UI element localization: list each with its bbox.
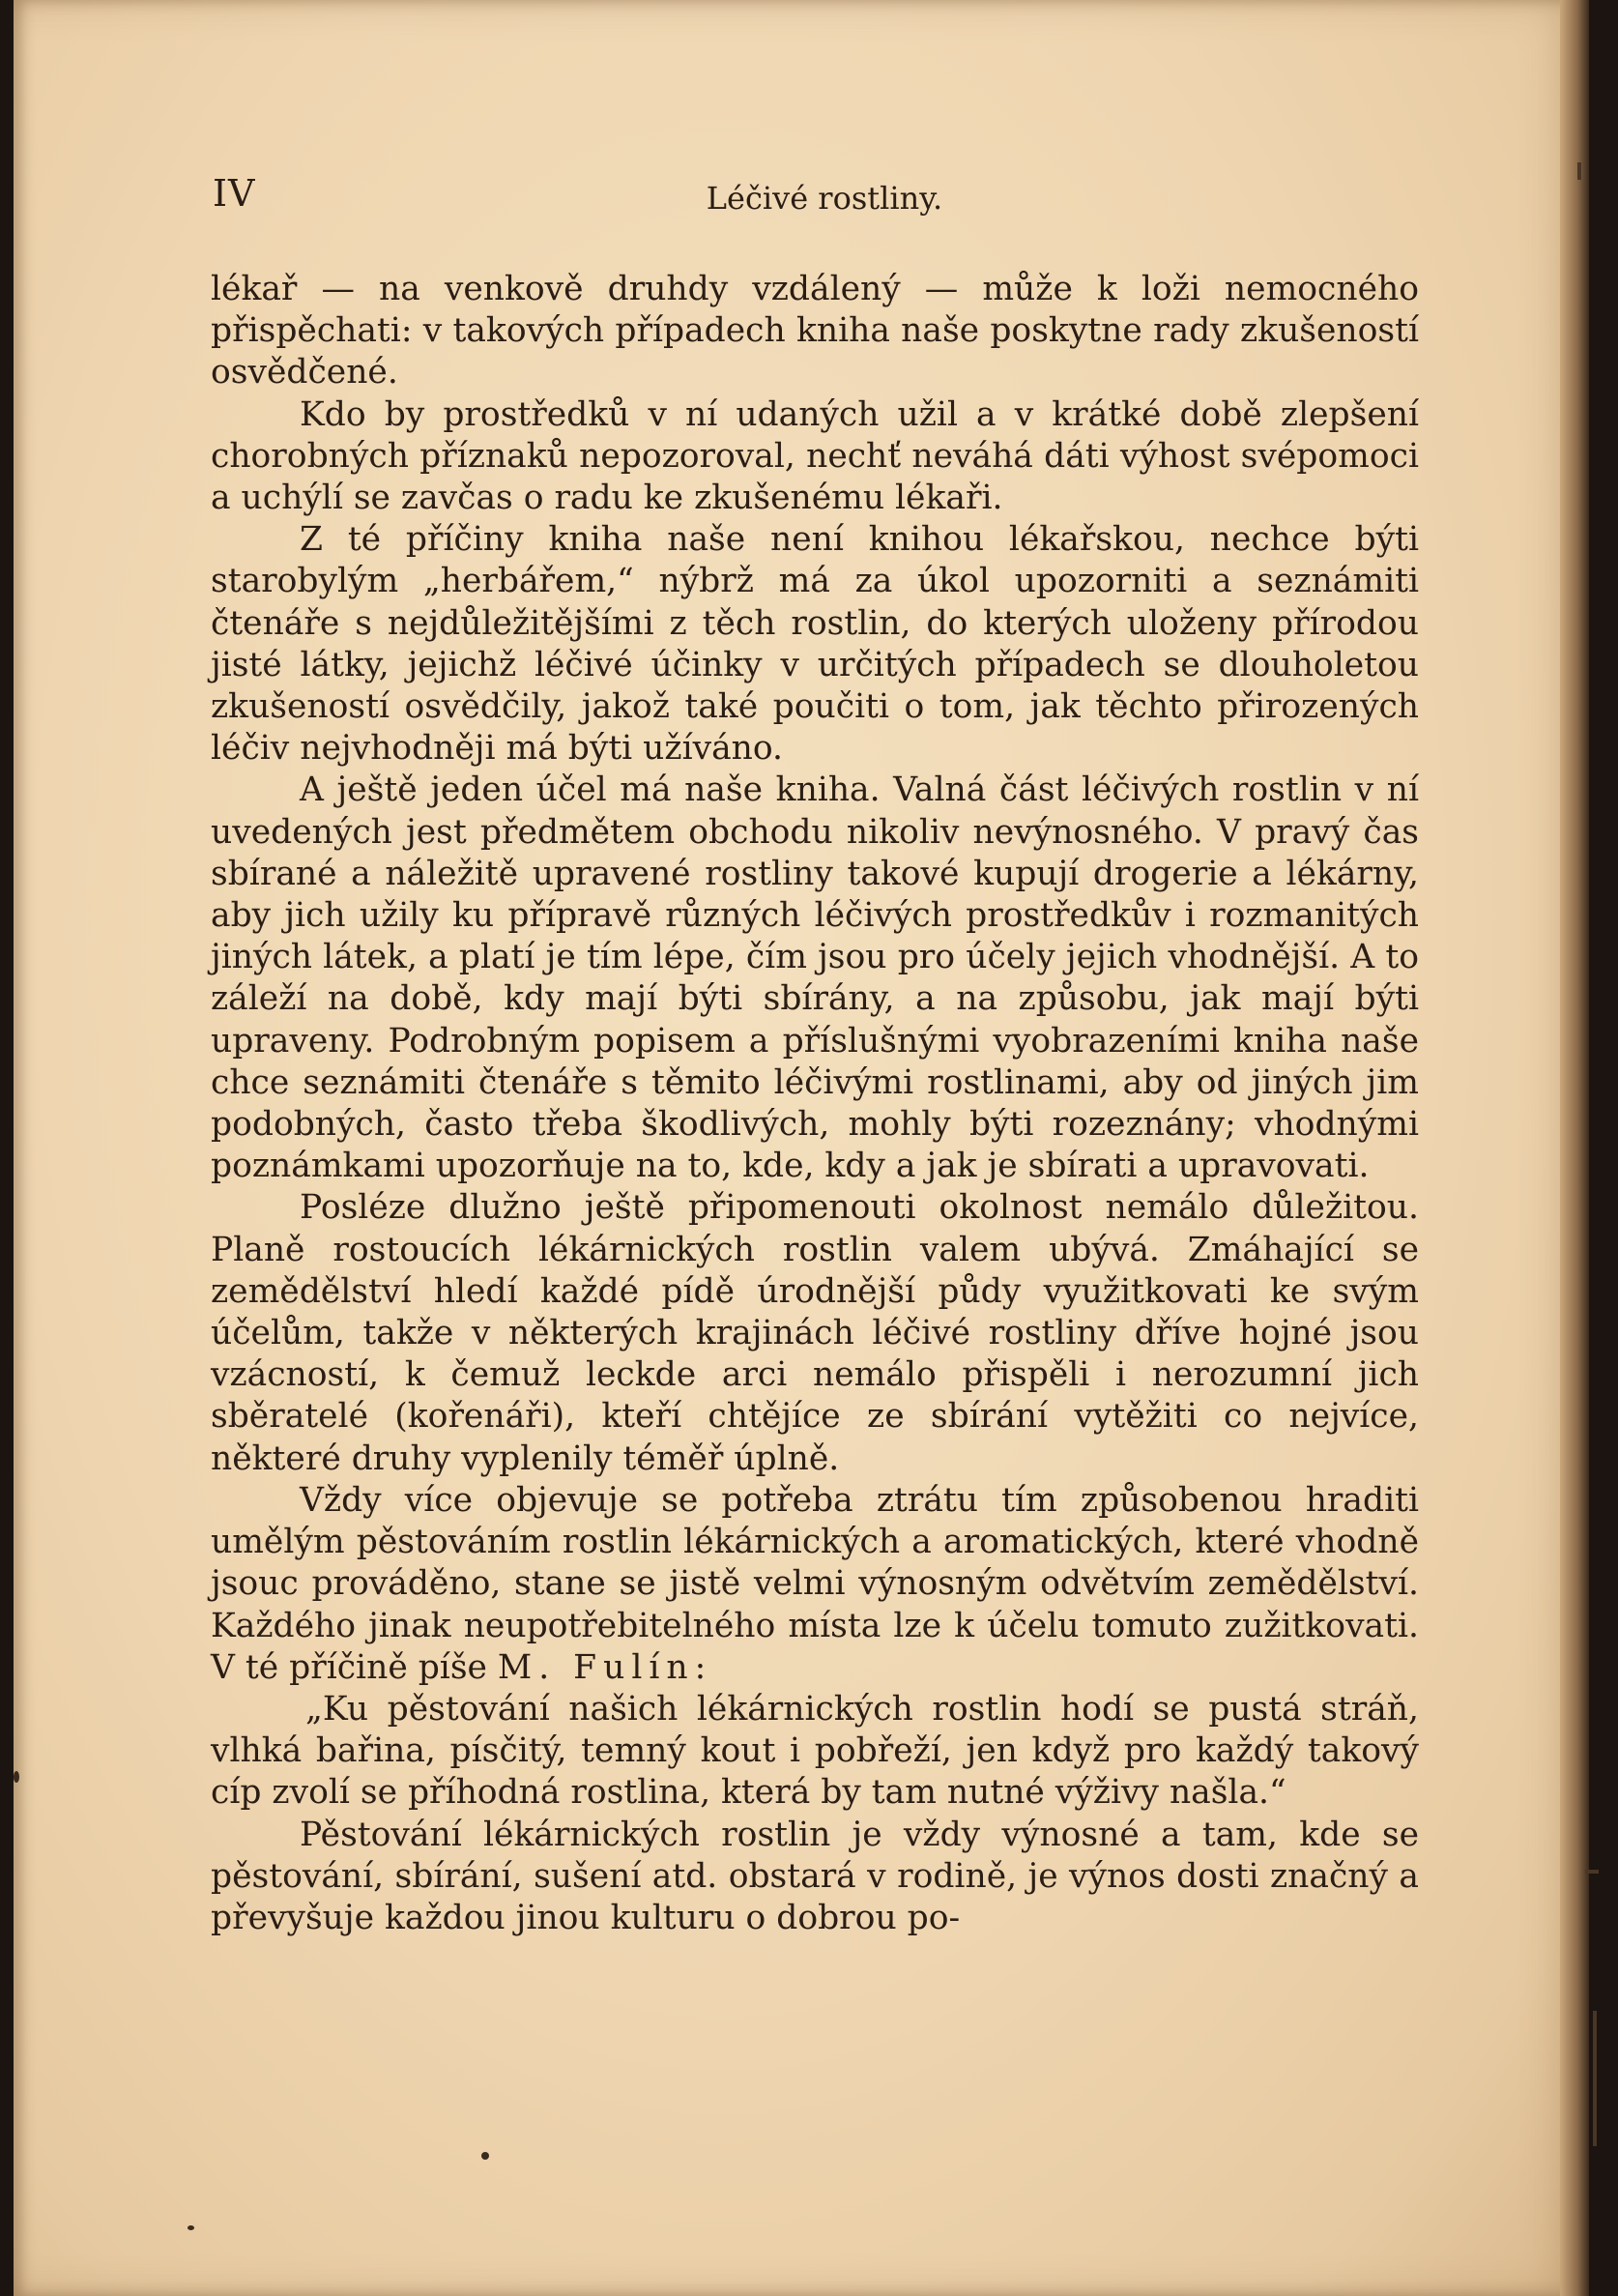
paragraph-3: Z té příčiny kniha naše není knihou lékařskou, nechce býti starobylým „herbářem,“ nýbrž má za úkol upozorniti a seznámiti čtenáře s nejdůležitějšími z těch rostlin, do kterých uloženy přírodou jisté látky, jejichž léčivé účinky v určitých případech se dlouholetou zkušeností osvědčily, jakož také poučiti o tom, jak těchto přirozených léčiv nejvhodněji má býti užíváno. xyxy=(211,520,1419,769)
body-text xyxy=(211,269,1419,1939)
book-page xyxy=(14,0,1589,2296)
paragraph-4: A ještě jeden účel má naše kniha. Valná část léčivých rostlin v ní uvedených jest předmětem obchodu nikoliv nevýnosného. V pravý čas sbírané a náležitě upravené rostliny takové kupují drogerie a lékárny, aby jich užily ku přípravě různých léčivých prostředkův i rozmanitých jiných látek, a platí je tím lépe, čím jsou pro účely jejich vhodnější. A to záleží na době, kdy mají býti sbírány, a na způsobu, jak mají býti upraveny. Podrobným popisem a příslušnými vyobrazeními kniha naše chce seznámiti čtenáře s těmito léčivými rostlinami, aby od jiných jim podobných, často třeba škodlivých, mohly býti rozeznány; vhodnými poznámkami upozorňuje na to, kde, kdy a jak je sbírati a upravovati. xyxy=(211,770,1419,1186)
paper-speck xyxy=(481,2152,489,2160)
paper-edge-mark xyxy=(1585,1870,1599,1874)
paragraph-2: Kdo by prostředků v ní udaných užil a v krátké době zlepšení chorobných příznaků nepozoroval, nechť neváhá dáti výhost svépomoci a uchýlí se zavčas o radu ke zkušenému lékaři. xyxy=(211,394,1419,518)
running-title: Léčivé rostliny. xyxy=(706,180,943,217)
book-spine-shadow xyxy=(1560,0,1589,2296)
paragraph-1: lékař — na venkově druhdy vzdálený — může k loži nemocného přispěchati: v takových případech kniha naše poskytne rady zkušeností osvědčené. xyxy=(211,270,1419,392)
page-number: IV xyxy=(213,172,256,215)
paragraph-6 xyxy=(211,1480,1419,1689)
paragraph-7: Pěstování lékárnických rostlin je vždy výnosné a tam, kde se pěstování, sbírání, sušení atd. obstará v rodině, je výnos dosti značný a převyšuje každou jinou kulturu o dobrou po- xyxy=(211,1815,1419,1937)
block-quote: „Ku pěstování našich lékárnických rostlin hodí se pustá stráň, vlhká bařina, písčitý, temný kout i pobřeží, jen když pro každý takový cíp zvolí se příhodná rostlina, která by tam nutné výživy našla.“ xyxy=(211,1689,1419,1813)
paper-edge-mark xyxy=(1593,2011,1597,2146)
paper-speck xyxy=(188,2225,194,2230)
paper-edge-mark xyxy=(1577,162,1581,180)
running-head xyxy=(201,172,1448,230)
quoted-author: M. Fulín: xyxy=(497,1647,713,1687)
paragraph-5: Posléze dlužno ještě připomenouti okolnost nemálo důležitou. Planě rostoucích lékárnických rostlin valem ubývá. Zmáhající se zemědělství hledí každé pídě úrodnější půdy využitkovati ke svým účelům, takže v některých krajinách léčivé rostliny dříve hojné jsou vzácností, k čemuž leckde arci nemálo přispěli i nerozumní jich sběratelé (kořenáři), kteří chtějíce ze sbírání vytěžiti co nejvíce, některé druhy vyplenily téměř úplně. xyxy=(211,1188,1419,1478)
paper-speck xyxy=(14,1771,19,1783)
paragraph-6-text: Vždy více objevuje se potřeba ztrátu tím způsobenou hraditi umělým pěstováním rostlin lékárnických a aromatických, které vhodně jsouc prováděno, stane se jistě velmi výnosným odvětvím zemědělství. Každého jinak neupotřebitelného místa lze k účelu tomuto zužitkovati. V té příčině píše xyxy=(211,1480,1419,1687)
